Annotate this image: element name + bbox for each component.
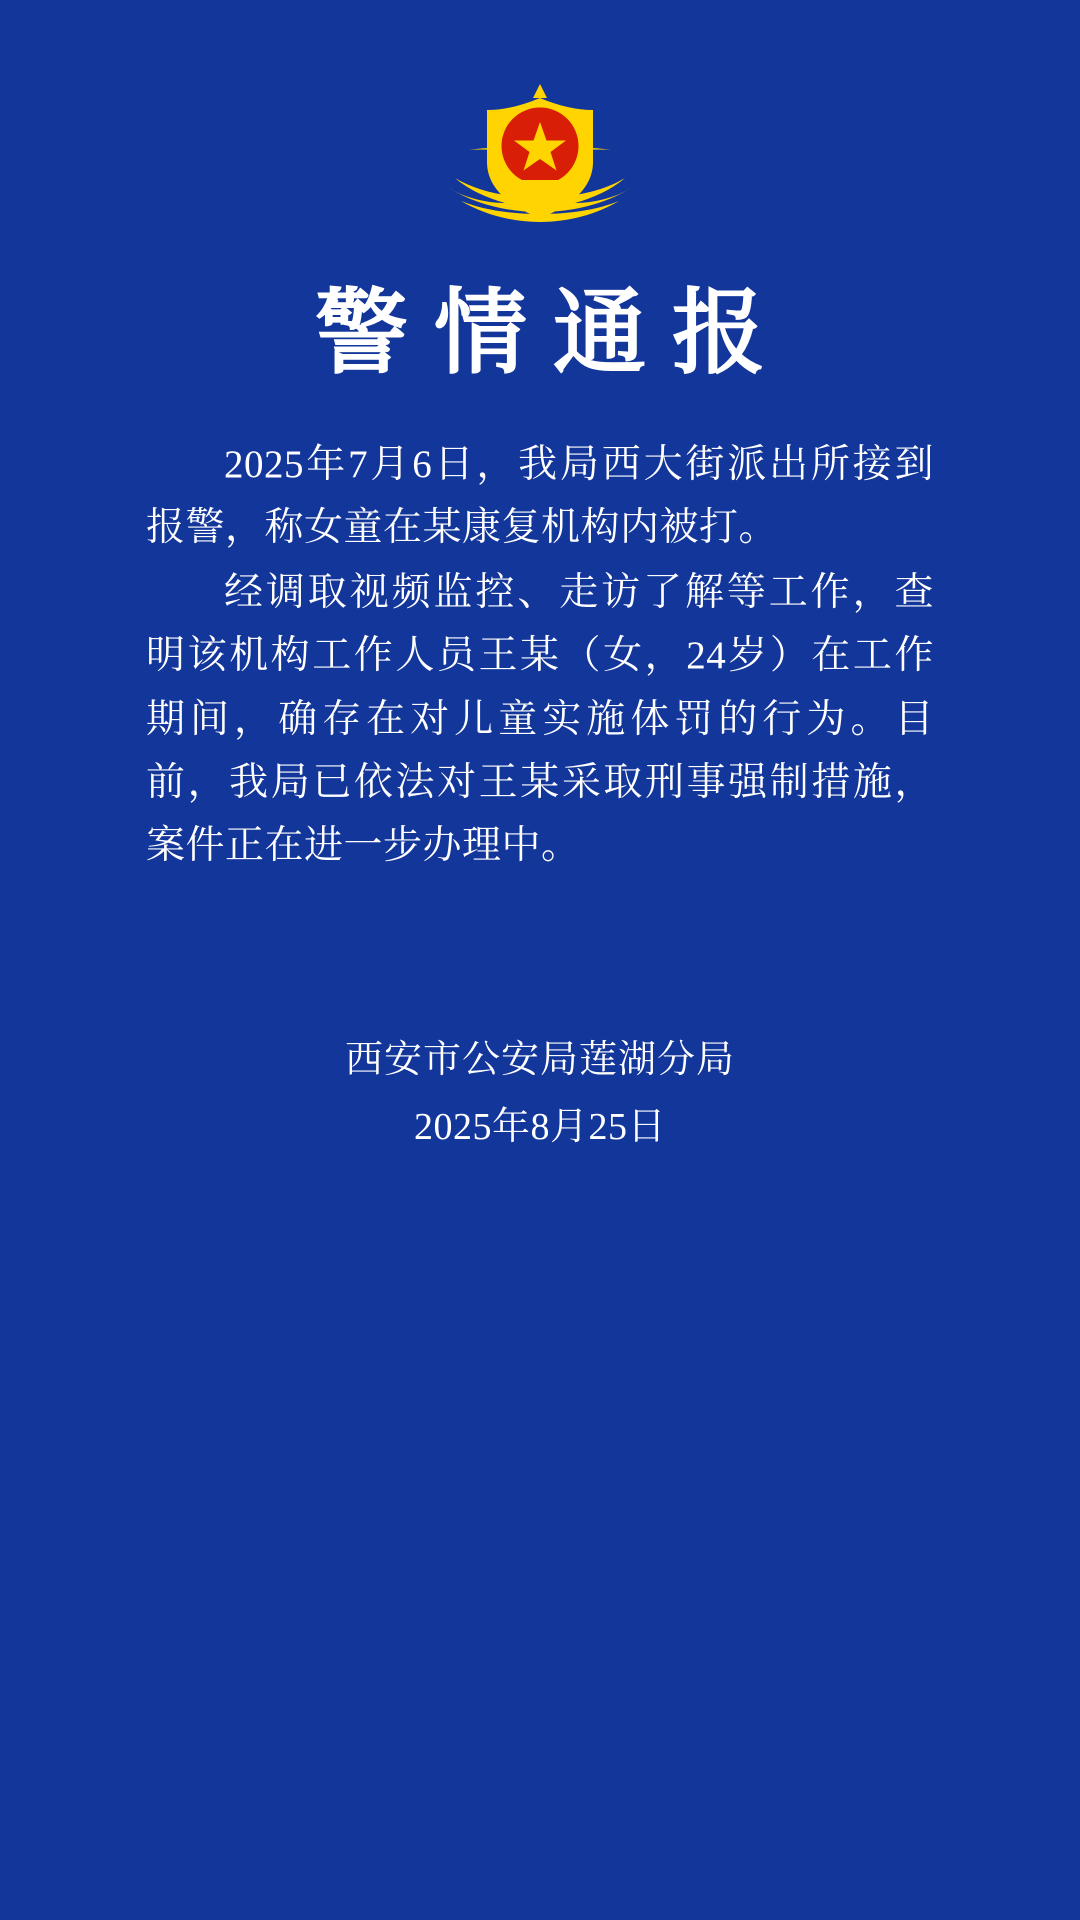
police-emblem-icon	[435, 62, 645, 252]
issuing-organization: 西安市公安局莲湖分局	[344, 1039, 735, 1082]
page-title: 警情通报	[315, 283, 791, 386]
signature-block	[146, 1027, 934, 1160]
notice-paragraph: 经调取视频监控、走访了解等工作，查明该机构工作人员王某（女，24岁）在工作期间，确存在对儿童实施体罚的行为。目前，我局已依法对王某采取刑事强制措施，案件正在进一步办理中。	[146, 571, 934, 867]
notice-paragraph: 2025年7月6日，我局西大街派出所接到报警，称女童在某康复机构内被打。	[146, 442, 934, 550]
notice-body	[146, 433, 934, 877]
issue-date: 2025年8月25日	[413, 1105, 666, 1148]
emblem-container	[0, 0, 1080, 252]
